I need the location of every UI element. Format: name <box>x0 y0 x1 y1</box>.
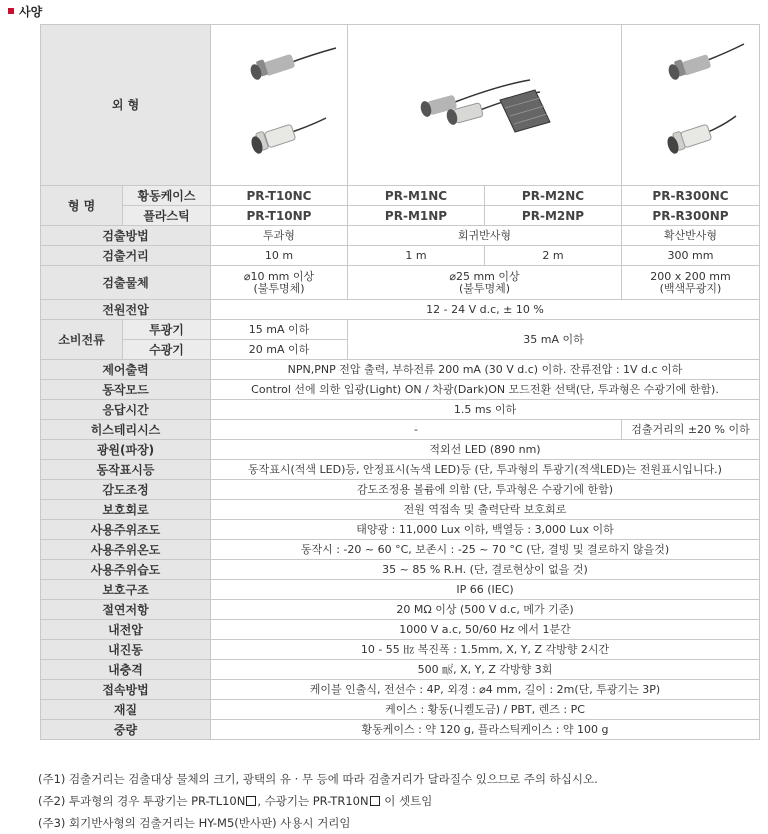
label-plastic: 플라스틱 <box>123 206 211 226</box>
label-ambient-temperature: 사용주위온도 <box>41 540 211 560</box>
value-ambient-temperature: 동작시 : -20 ~ 60 °C, 보존시 : -25 ~ 70 °C (단, 결빙 및 결로하지 않을것) <box>211 540 760 560</box>
label-weight: 중량 <box>41 720 211 740</box>
row-ambient-temperature <box>41 540 760 560</box>
value-current-emitter: 15 mA 이하 <box>211 320 348 340</box>
row-current-emitter <box>41 320 760 340</box>
label-detection-method: 검출방법 <box>41 226 211 246</box>
model-plastic-m1: PR-M1NP <box>348 206 485 226</box>
value-method-diffuse: 확산반사형 <box>622 226 760 246</box>
footnote-2 <box>38 790 598 812</box>
value-vibration: 10 - 55 ㎐ 복진폭 : 1.5mm, X, Y, Z 각방향 2시간 <box>211 640 760 660</box>
model-plastic-r300: PR-R300NP <box>622 206 760 226</box>
label-indicator: 동작표시등 <box>41 460 211 480</box>
row-insulation-resistance <box>41 600 760 620</box>
row-sensitivity <box>41 480 760 500</box>
model-plastic-m2: PR-M2NP <box>485 206 622 226</box>
label-operation-mode: 동작모드 <box>41 380 211 400</box>
image-pr-r300 <box>622 25 760 186</box>
label-ambient-illumination: 사용주위조도 <box>41 520 211 540</box>
value-dist-t10: 10 m <box>211 246 348 266</box>
sensor-pair-icon <box>350 30 620 180</box>
footnote-2-part-a: (주2) 투과형의 경우 투광기는 PR-TL10N <box>38 794 246 808</box>
value-obj-t10 <box>211 266 348 300</box>
row-model-brass <box>41 186 760 206</box>
label-light-source: 광원(파장) <box>41 440 211 460</box>
row-protection-circuit <box>41 500 760 520</box>
value-connection: 케이블 인출식, 전선수 : 4P, 외경 : ⌀4 mm, 길이 : 2m(단, 투광기는 3P) <box>211 680 760 700</box>
model-brass-m2: PR-M2NC <box>485 186 622 206</box>
value-current-receiver: 20 mA 이하 <box>211 340 348 360</box>
value-protection-structure: IP 66 (IEC) <box>211 580 760 600</box>
label-detection-object: 검출물체 <box>41 266 211 300</box>
label-vibration: 내진동 <box>41 640 211 660</box>
label-hysteresis: 히스테리시스 <box>41 420 211 440</box>
row-detection-object <box>41 266 760 300</box>
label-control-output: 제어출력 <box>41 360 211 380</box>
row-control-output <box>41 360 760 380</box>
brass-sensor-icon <box>214 30 344 180</box>
model-brass-m1: PR-M1NC <box>348 186 485 206</box>
row-shock <box>41 660 760 680</box>
footnote-2-part-b: , 수광기는 PR-TR10N <box>257 794 369 808</box>
value-indicator: 동작표시(적색 LED)등, 안정표시(녹색 LED)등 (단, 투과형의 투광기(적색LED)는 전원표시입니다.) <box>211 460 760 480</box>
row-material <box>41 700 760 720</box>
label-dielectric-strength: 내전압 <box>41 620 211 640</box>
plastic-sensor-icon <box>626 30 756 180</box>
value-obj-m <box>348 266 622 300</box>
label-sensitivity: 감도조정 <box>41 480 211 500</box>
row-light-source <box>41 440 760 460</box>
value-obj-r300-line1: 200 x 200 mm <box>650 269 731 283</box>
label-protection-structure: 보호구조 <box>41 580 211 600</box>
label-supply-voltage: 전원전압 <box>41 300 211 320</box>
placeholder-box-icon <box>370 796 380 806</box>
footnotes <box>38 768 598 834</box>
label-material: 재질 <box>41 700 211 720</box>
row-protection-structure <box>41 580 760 600</box>
value-obj-m-line2: (불투명체) <box>458 281 511 295</box>
label-appearance: 외 형 <box>41 25 211 186</box>
label-current-consumption: 소비전류 <box>41 320 123 360</box>
row-supply-voltage <box>41 300 760 320</box>
row-detection-distance <box>41 246 760 266</box>
value-dielectric-strength: 1000 V a.c, 50/60 Hz 에서 1분간 <box>211 620 760 640</box>
label-insulation-resistance: 절연저항 <box>41 600 211 620</box>
value-shock: 500 ㎨, X, Y, Z 각방향 3회 <box>211 660 760 680</box>
value-obj-r300-line2: (백색무광지) <box>659 281 722 295</box>
row-detection-method <box>41 226 760 246</box>
label-detection-distance: 검출거리 <box>41 246 211 266</box>
row-model-plastic <box>41 206 760 226</box>
label-protection-circuit: 보호회로 <box>41 500 211 520</box>
section-marker-icon <box>8 8 14 14</box>
value-sensitivity: 감도조정용 볼륨에 의함 (단, 투과형은 수광기에 한함) <box>211 480 760 500</box>
value-method-throughbeam: 투과형 <box>211 226 348 246</box>
row-connection <box>41 680 760 700</box>
value-dist-m2: 2 m <box>485 246 622 266</box>
row-vibration <box>41 640 760 660</box>
value-supply-voltage: 12 - 24 V d.c, ± 10 % <box>211 300 760 320</box>
value-light-source: 적외선 LED (890 nm) <box>211 440 760 460</box>
model-plastic-t10: PR-T10NP <box>211 206 348 226</box>
value-ambient-illumination: 태양광 : 11,000 Lux 이하, 백열등 : 3,000 Lux 이하 <box>211 520 760 540</box>
row-ambient-humidity <box>41 560 760 580</box>
value-obj-t10-line1: ⌀10 mm 이상 <box>243 269 315 283</box>
row-appearance <box>41 25 760 186</box>
value-control-output: NPN,PNP 전압 출력, 부하전류 200 mA (30 V d.c) 이하. 잔류전압 : 1V d.c 이하 <box>211 360 760 380</box>
label-connection: 접속방법 <box>41 680 211 700</box>
footnote-3: (주3) 회기반사형의 검출거리는 HY-M5(반사판) 사용시 거리임 <box>38 816 351 830</box>
image-pr-m <box>348 25 622 186</box>
label-receiver: 수광기 <box>123 340 211 360</box>
model-brass-t10: PR-T10NC <box>211 186 348 206</box>
reflector-icon <box>500 90 550 132</box>
value-obj-t10-line2: (불투명체) <box>253 281 305 295</box>
section-title: 사양 <box>19 4 43 19</box>
row-weight <box>41 720 760 740</box>
label-shock: 내충격 <box>41 660 211 680</box>
value-obj-m-line1: ⌀25 mm 이상 <box>449 269 520 283</box>
value-insulation-resistance: 20 MΩ 이상 (500 V d.c, 메가 기준) <box>211 600 760 620</box>
row-dielectric-strength <box>41 620 760 640</box>
label-response-time: 응답시간 <box>41 400 211 420</box>
value-method-retro: 회귀반사형 <box>348 226 622 246</box>
value-current-other: 35 mA 이하 <box>348 320 760 360</box>
value-protection-circuit: 전원 역접속 및 출력단락 보호회로 <box>211 500 760 520</box>
label-emitter: 투광기 <box>123 320 211 340</box>
footnote-1: (주1) 검출거리는 검출대상 물체의 크기, 광택의 유 · 무 등에 따라 검출거리가 달라질수 있으므로 주의 하십시오. <box>38 772 598 786</box>
placeholder-box-icon <box>246 796 256 806</box>
label-brass-case: 황동케이스 <box>123 186 211 206</box>
row-indicator <box>41 460 760 480</box>
row-response-time <box>41 400 760 420</box>
value-dist-m1: 1 m <box>348 246 485 266</box>
section-header <box>8 3 42 19</box>
image-pr-t10 <box>211 25 348 186</box>
value-hysteresis-other: - <box>211 420 622 440</box>
value-weight: 황동케이스 : 약 120 g, 플라스틱케이스 : 약 100 g <box>211 720 760 740</box>
value-response-time: 1.5 ms 이하 <box>211 400 760 420</box>
row-hysteresis <box>41 420 760 440</box>
value-material: 케이스 : 황동(니켈도금) / PBT, 렌즈 : PC <box>211 700 760 720</box>
value-obj-r300 <box>622 266 760 300</box>
value-hysteresis-r300: 검출거리의 ±20 % 이하 <box>622 420 760 440</box>
model-brass-r300: PR-R300NC <box>622 186 760 206</box>
value-operation-mode: Control 선에 의한 입광(Light) ON / 차광(Dark)ON 모드전환 선택(단, 투과형은 수광기에 한함). <box>211 380 760 400</box>
value-ambient-humidity: 35 ~ 85 % R.H. (단, 결로현상이 없을 것) <box>211 560 760 580</box>
label-model: 형 명 <box>41 186 123 226</box>
row-ambient-illumination <box>41 520 760 540</box>
footnote-2-part-c: 이 셋트임 <box>380 794 433 808</box>
label-ambient-humidity: 사용주위습도 <box>41 560 211 580</box>
value-dist-r300: 300 mm <box>622 246 760 266</box>
row-operation-mode <box>41 380 760 400</box>
spec-table <box>40 24 760 740</box>
